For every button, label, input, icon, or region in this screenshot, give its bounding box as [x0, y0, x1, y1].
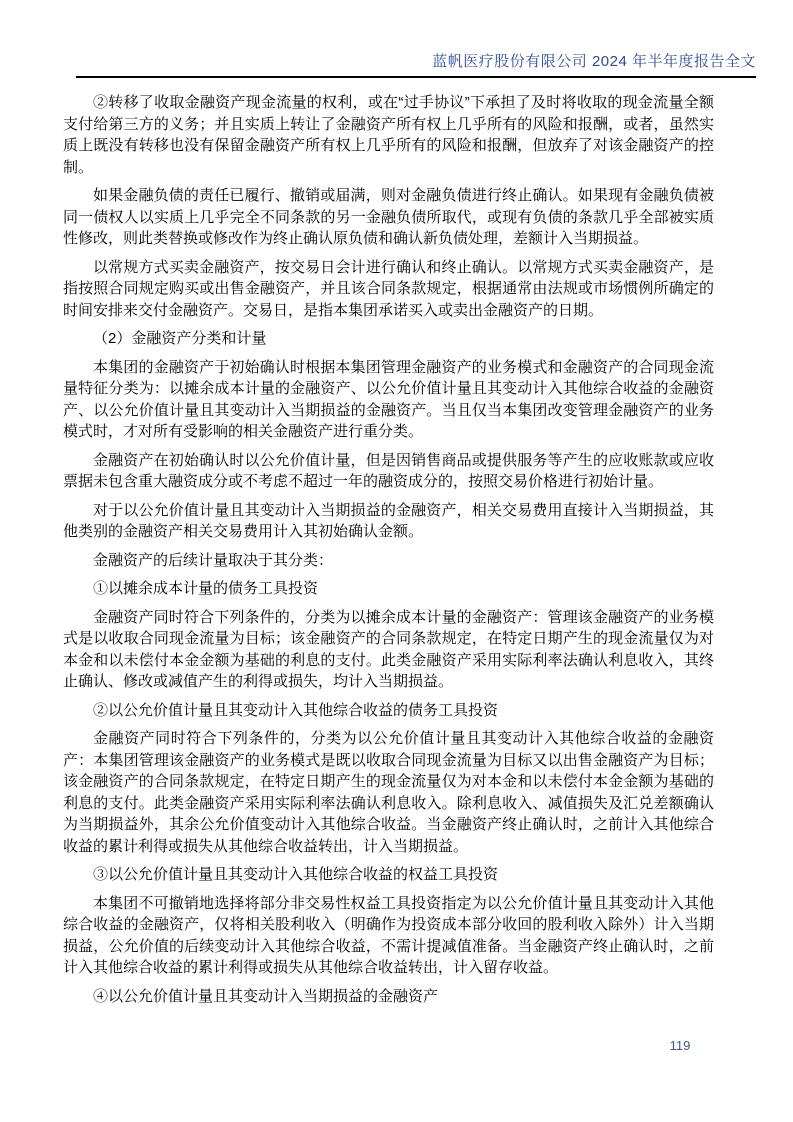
paragraph: 以常规方式买卖金融资产，按交易日会计进行确认和终止确认。以常规方式买卖金融资产，是指按照合同规定购买或出售金融资产，并且该合同条款规定，根据通常由法规或市场惯例所确定的时间安排来交付金融资产。交易日，是指本集团承诺买入或卖出金融资产的日期。: [63, 258, 714, 319]
item-heading: ①以摊余成本计量的债务工具投资: [93, 580, 319, 597]
page-number: 119: [669, 1038, 691, 1053]
document-body: [63, 92, 714, 1014]
paragraph: 如果金融负债的责任已履行、撤销或届满，则对金融负债进行终止确认。如果现有金融负债被同一债权人以实质上几乎完全不同条款的另一金融负债所取代，或现有负债的条款几乎全部被实质性修改，则此类替换或修改作为终止确认原负债和确认新负债处理，差额计入当期损益。: [63, 187, 714, 247]
paragraph: 对于以公允价值计量且其变动计入当期损益的金融资产，相关交易费用直接计入当期损益，其他类别的金融资产相关交易费用计入其初始确认金额。: [63, 501, 714, 540]
section-heading: （2）金融资产分类和计量: [93, 330, 267, 347]
paragraph: 金融资产同时符合下列条件的，分类为以公允价值计量且其变动计入其他综合收益的金融资产：本集团管理该金融资产的业务模式是既以收取合同现金流量为目标又以出售金融资产为目标；该金融资产的合同条款规定，在特定日期产生的现金流量仅为对本金和以未偿付本金金额为基础的利息的支付。此类金融资产采用实际利率法确认利息收入。除利息收入、减值损失及汇兑差额确认为当期损益外，其余公允价值变动计入其他综合收益。当金融资产终止确认时，之前计入其他综合收益的累计利得或损失从其他综合收益转出，计入当期损益。: [63, 730, 714, 855]
item-heading: ②以公允价值计量且其变动计入其他综合收益的债务工具投资: [93, 701, 499, 719]
paragraph: 金融资产的后续计量取决于其分类：: [93, 551, 334, 569]
paragraph: ②转移了收取金融资产现金流量的权利，或在“过手协议”下承担了及时将收取的现金流量全额支付给第三方的义务；并且实质上转让了金融资产所有权上几乎所有的风险和报酬，或者，虽然实质上既没有转移也没有保留金融资产所有权上几乎所有的风险和报酬，但放弃了对该金融资产的控制。: [63, 94, 714, 176]
report-header-title: 蓝帆医疗股份有限公司 2024 年半年度报告全文: [76, 50, 756, 78]
paragraph: 本集团不可撤销地选择将部分非交易性权益工具投资指定为以公允价值计量且其变动计入其他综合收益的金融资产，仅将相关股利收入（明确作为投资成本部分收回的股利收入除外）计入当期损益，公允价值的后续变动计入其他综合收益，不需计提减值准备。当金融资产终止确认时，之前计入其他综合收益的累计利得或损失从其他综合收益转出，计入留存收益。: [63, 894, 714, 976]
item-heading: ③以公允价值计量且其变动计入其他综合收益的权益工具投资: [93, 866, 499, 883]
paragraph: 金融资产在初始确认时以公允价值计量，但是因销售商品或提供服务等产生的应收账款或应收票据未包含重大融资成分或不考虑不超过一年的融资成分的，按照交易价格进行初始计量。: [63, 451, 714, 490]
paragraph: 本集团的金融资产于初始确认时根据本集团管理金融资产的业务模式和金融资产的合同现金流量特征分类为：以摊余成本计量的金融资产、以公允价值计量且其变动计入其他综合收益的金融资产、以公允价值计量且其变动计入当期损益的金融资产。当且仅当本集团改变管理金融资产的业务模式时，才对所有受影响的相关金融资产进行重分类。: [63, 358, 714, 440]
paragraph: 金融资产同时符合下列条件的，分类为以摊余成本计量的金融资产：管理该金融资产的业务模式是以收取合同现金流量为目标；该金融资产的合同条款规定，在特定日期产生的现金流量仅为对本金和以未偿付本金金额为基础的利息的支付。此类金融资产采用实际利率法确认利息收入，其终止确认、修改或减值产生的利得或损失，均计入当期损益。: [63, 608, 714, 690]
item-heading: ④以公允价值计量且其变动计入当期损益的金融资产: [93, 987, 439, 1005]
